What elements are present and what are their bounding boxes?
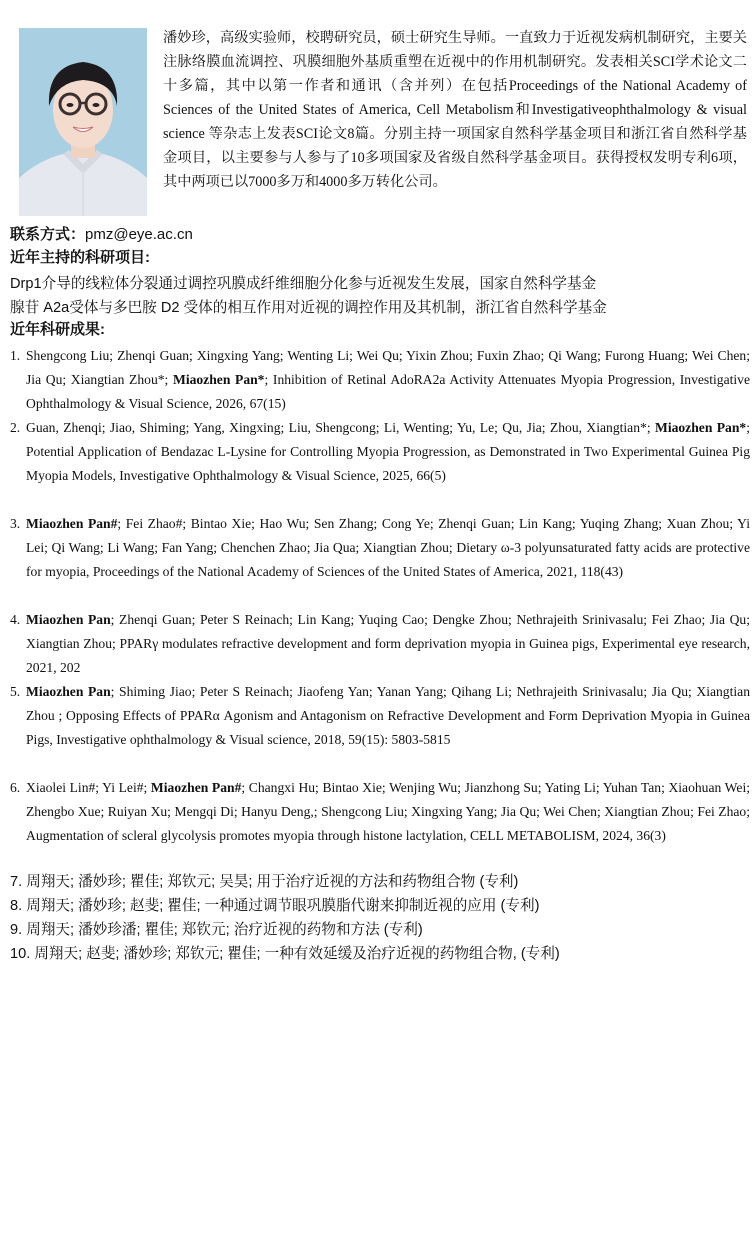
publication-number: 4. <box>10 612 21 627</box>
highlight-author: Miaozhen Pan* <box>654 420 747 435</box>
publication-number: 1. <box>10 348 21 363</box>
publication-authors: Xiaolei Lin#; Yi Lei#; <box>26 780 151 795</box>
projects-heading: 近年主持的科研项目: <box>10 249 150 266</box>
publication-citation: ; Fei Zhao#; Bintao Xie; Hao Wu; Sen Zhang; Cong Ye; Zhenqi Guan; Lin Kang; Yuqing Zhang; Xuan Zhou; Yi Lei; Qi Wang; Li Wang; Fan Yang; Chenchen Zhao; Jia Qua; Xiangtian Zhou; Dietary ω-3 polyunsaturated fatty acids are protective for myopia, Proceedings of the National Academy of Sciences of the United States of America, 2021, 118(43) <box>26 516 750 579</box>
bio-paragraph: 潘妙珍，高级实验师，校聘研究员，硕士研究生导师。一直致力于近视发病机制研究，主要关注脉络膜血流调控、巩膜细胞外基质重塑在近视中的作用机制研究。发表相关SCI学术论文二十多篇，其中以第一作者和通讯（含并列）在包括Proceedings of the National Academy of Sciences of the United States of America, Cell Metabolism和Investigativeophthalmology & visual science 等杂志上发表SCI论文8篇。分别主持一项国家自然科学基金项目和浙江省自然科学基金项目，以主要参与人参与了10多项国家及省级自然科学基金项目。获得授权发明专利6项，其中两项已以7000多万和4000多万转化公司。 <box>163 30 747 190</box>
publication-citation: ; Zhenqi Guan; Peter S Reinach; Lin Kang; Yuqing Cao; Dengke Zhou; Nethrajeith Srinivasalu; Fei Zhao; Jia Qu; Xiangtian Zhou; PPARγ modulates refractive development and form deprivation myopia in Guinea pigs, Experimental eye research, 2021, 202 <box>26 612 751 675</box>
project-item: Drp1介导的线粒体分裂通过调控巩膜成纤维细胞分化参与近视发生发展，国家自然科学基金 <box>10 276 597 292</box>
publication-number: 6. <box>10 780 21 795</box>
patent-item: 10. 周翔天; 赵斐; 潘妙珍; 郑钦元; 瞿佳; 一种有效延缓及治疗近视的药物组合物, (专利) <box>10 946 560 962</box>
publication-authors: Shengcong Liu; Zhenqi Guan; Xingxing Yang; Wenting Li; Wei Qu; Yixin Zhou; Fuxin Zhao; Qi Wang; Furong Huang; Wei Chen; Jia Qu; Xiangtian Zhou*; <box>26 348 750 387</box>
publication-item <box>10 416 750 512</box>
highlight-author: Miaozhen Pan <box>26 612 111 627</box>
highlight-author: Miaozhen Pan* <box>172 372 265 387</box>
publication-item <box>10 344 750 416</box>
highlight-author: Miaozhen Pan# <box>26 516 118 531</box>
patent-item: 8. 周翔天; 潘妙珍; 赵斐; 瞿佳; 一种通过调节眼巩膜脂代谢来抑制近视的应用 (专利) <box>10 898 540 914</box>
publication-item <box>10 776 750 872</box>
publications-list <box>10 344 750 872</box>
publication-citation: ; Potential Application of Bendazac L-Lysine for Controlling Myopia Progression, as Demonstrated in Two Experimental Guinea Pig Myopia Models, Investigative Ophthalmology & Visual Science, 2025, 66(5) <box>26 420 750 483</box>
publication-item <box>10 608 750 680</box>
portrait-photo <box>19 28 147 216</box>
publication-item <box>10 512 750 608</box>
highlight-author: Miaozhen Pan <box>26 684 111 699</box>
email-link[interactable]: pmz@eye.ac.cn <box>85 226 193 243</box>
person-portrait-icon <box>19 28 147 216</box>
publication-number: 5. <box>10 684 21 699</box>
results-heading: 近年科研成果: <box>10 321 105 338</box>
projects-list <box>10 272 750 320</box>
project-item: 腺苷 A2a受体与多巴胺 D2 受体的相互作用对近视的调控作用及其机制，浙江省自然科学基金 <box>10 300 607 316</box>
publication-item <box>10 680 750 776</box>
publication-citation: ; Changxi Hu; Bintao Xie; Wenjing Wu; Jianzhong Su; Yating Li; Yuhan Tan; Xiaohuan Wei; Zhengbo Xue; Ruiyan Xu; Mengqi Di; Hanyu Deng,; Shengcong Liu; Xingxing Yang; Jia Qu; Wei Chen; Xiangtian Zhou; Fei Zhao; Augmentation of scleral glycolysis promotes myopia through histone lactylation, CELL METABOLISM, 2024, 36(3) <box>26 780 750 843</box>
contact-line <box>10 224 193 246</box>
publication-citation: ; Inhibition of Retinal AdoRA2a Activity Attenuates Myopia Progression, Investigative Ophthalmology & Visual Science, 2026, 67(15) <box>26 372 750 411</box>
publication-number: 3. <box>10 516 21 531</box>
highlight-author: Miaozhen Pan# <box>150 780 242 795</box>
patent-item: 7. 周翔天; 潘妙珍; 瞿佳; 郑钦元; 吴昊; 用于治疗近视的方法和药物组合物 (专利) <box>10 874 519 890</box>
contact-label: 联系方式： <box>10 226 86 243</box>
patents-list <box>10 870 750 966</box>
publication-number: 2. <box>10 420 21 435</box>
publication-authors: Guan, Zhenqi; Jiao, Shiming; Yang, Xingxing; Liu, Shengcong; Li, Wenting; Yu, Le; Qu, Jia; Zhou, Xiangtian*; <box>26 420 655 435</box>
patent-item: 9. 周翔天; 潘妙珍潘; 瞿佳; 郑钦元; 治疗近视的药物和方法 (专利) <box>10 922 423 938</box>
publication-citation: ; Shiming Jiao; Peter S Reinach; Jiaofeng Yan; Yanan Yang; Qihang Li; Nethrajeith Srinivasalu; Jia Qu; Xiangtian Zhou ; Opposing Effects of PPARα Agonism and Antagonism on Refractive Development and Form Deprivation Myopia in Guinea Pigs, Investigative ophthalmology & Visual science, 2018, 59(15): 5803-5815 <box>26 684 750 747</box>
